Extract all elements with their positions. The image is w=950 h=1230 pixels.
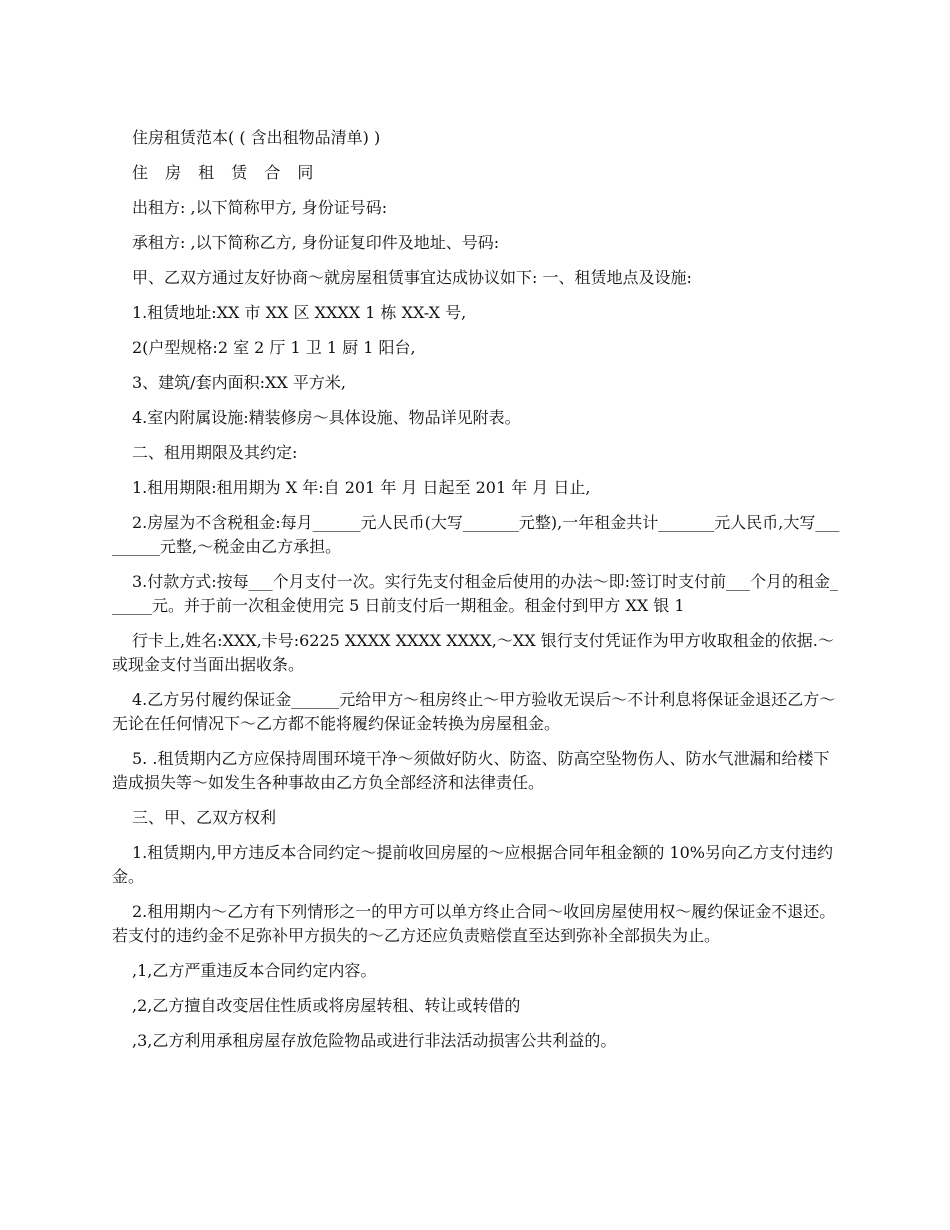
paragraph-termination: 2.租用期内～乙方有下列情形之一的甲方可以单方终止合同～收回房屋使用权～履约保证金不退还。若支付的违约金不足弥补甲方损失的～乙方还应负责赔偿直至达到弥补全部损失为止。 bbox=[112, 902, 836, 945]
section-heading-rights: 三、甲、乙双方权利 bbox=[132, 808, 277, 827]
paragraph-lessor: 出租方: ,以下简称甲方, 身份证号码: bbox=[132, 198, 388, 217]
section-heading-term: 二、租用期限及其约定: bbox=[132, 443, 298, 462]
paragraph-facilities: 4.室内附属设施:精装修房～具体设施、物品详见附表。 bbox=[132, 408, 521, 427]
paragraph-term: 1.租用期限:租用期为 X 年:自 201 年 月 日起至 201 年 月 日止, bbox=[132, 478, 591, 497]
paragraph-deposit: 4.乙方另付履约保证金______元给甲方～租房终止～甲方验收无误后～不计利息将保证金退还乙方～无论在任何情况下～乙方都不能将履约保证金转换为房屋租金。 bbox=[112, 690, 836, 733]
paragraph-clause-2: ,2,乙方擅自改变居住性质或将房屋转租、转让或转借的 bbox=[132, 996, 521, 1015]
paragraph-rent: 2.房屋为不含税租金:每月______元人民币(大写_______元整),一年租金共计_______元人民币,大写_________元整,～税金由乙方承担。 bbox=[112, 513, 840, 556]
contract-heading: 住 房 租 赁 合 同 bbox=[132, 163, 320, 182]
paragraph-agreement-intro: 甲、乙双方通过友好协商～就房屋租赁事宜达成协议如下: 一、租赁地点及设施: bbox=[132, 268, 692, 287]
paragraph-bank: 行卡上,姓名:XXX,卡号:6225 XXXX XXXX XXXX,～XX 银行支付凭证作为甲方收取租金的依据.～或现金支付当面出据收条。 bbox=[112, 631, 834, 674]
paragraph-lessor-breach: 1.租赁期内,甲方违反本合同约定～提前收回房屋的～应根据合同年租金额的 10%另向乙方支付违约金。 bbox=[112, 843, 834, 886]
paragraph-lessee: 承租方: ,以下简称乙方, 身份证复印件及地址、号码: bbox=[132, 233, 500, 252]
document-body bbox=[112, 126, 842, 1064]
paragraph-clause-1: ,1,乙方严重违反本合同约定内容。 bbox=[132, 961, 377, 980]
paragraph-layout: 2(户型规格:2 室 2 厅 1 卫 1 厨 1 阳台, bbox=[132, 338, 416, 357]
document-title: 住房租赁范本( ( 含出租物品清单) ) bbox=[132, 128, 381, 147]
paragraph-safety: 5. .租赁期内乙方应保持周围环境干净～须做好防火、防盗、防高空坠物伤人、防水气泄漏和给楼下造成损失等～如发生各种事故由乙方负全部经济和法律责任。 bbox=[112, 749, 830, 792]
paragraph-address: 1.租赁地址:XX 市 XX 区 XXXX 1 栋 XX-X 号, bbox=[132, 303, 467, 322]
paragraph-clause-3: ,3,乙方利用承租房屋存放危险物品或进行非法活动损害公共利益的。 bbox=[132, 1031, 617, 1050]
paragraph-area: 3、建筑/套内面积:XX 平方米, bbox=[132, 373, 346, 392]
paragraph-payment: 3.付款方式:按每___个月支付一次。实行先支付租金后使用的办法～即:签订时支付前___个月的租金______元。并于前一次租金使用完 5 日前支付后一期租金。租金付到甲方 XX 银 1 bbox=[112, 572, 839, 615]
